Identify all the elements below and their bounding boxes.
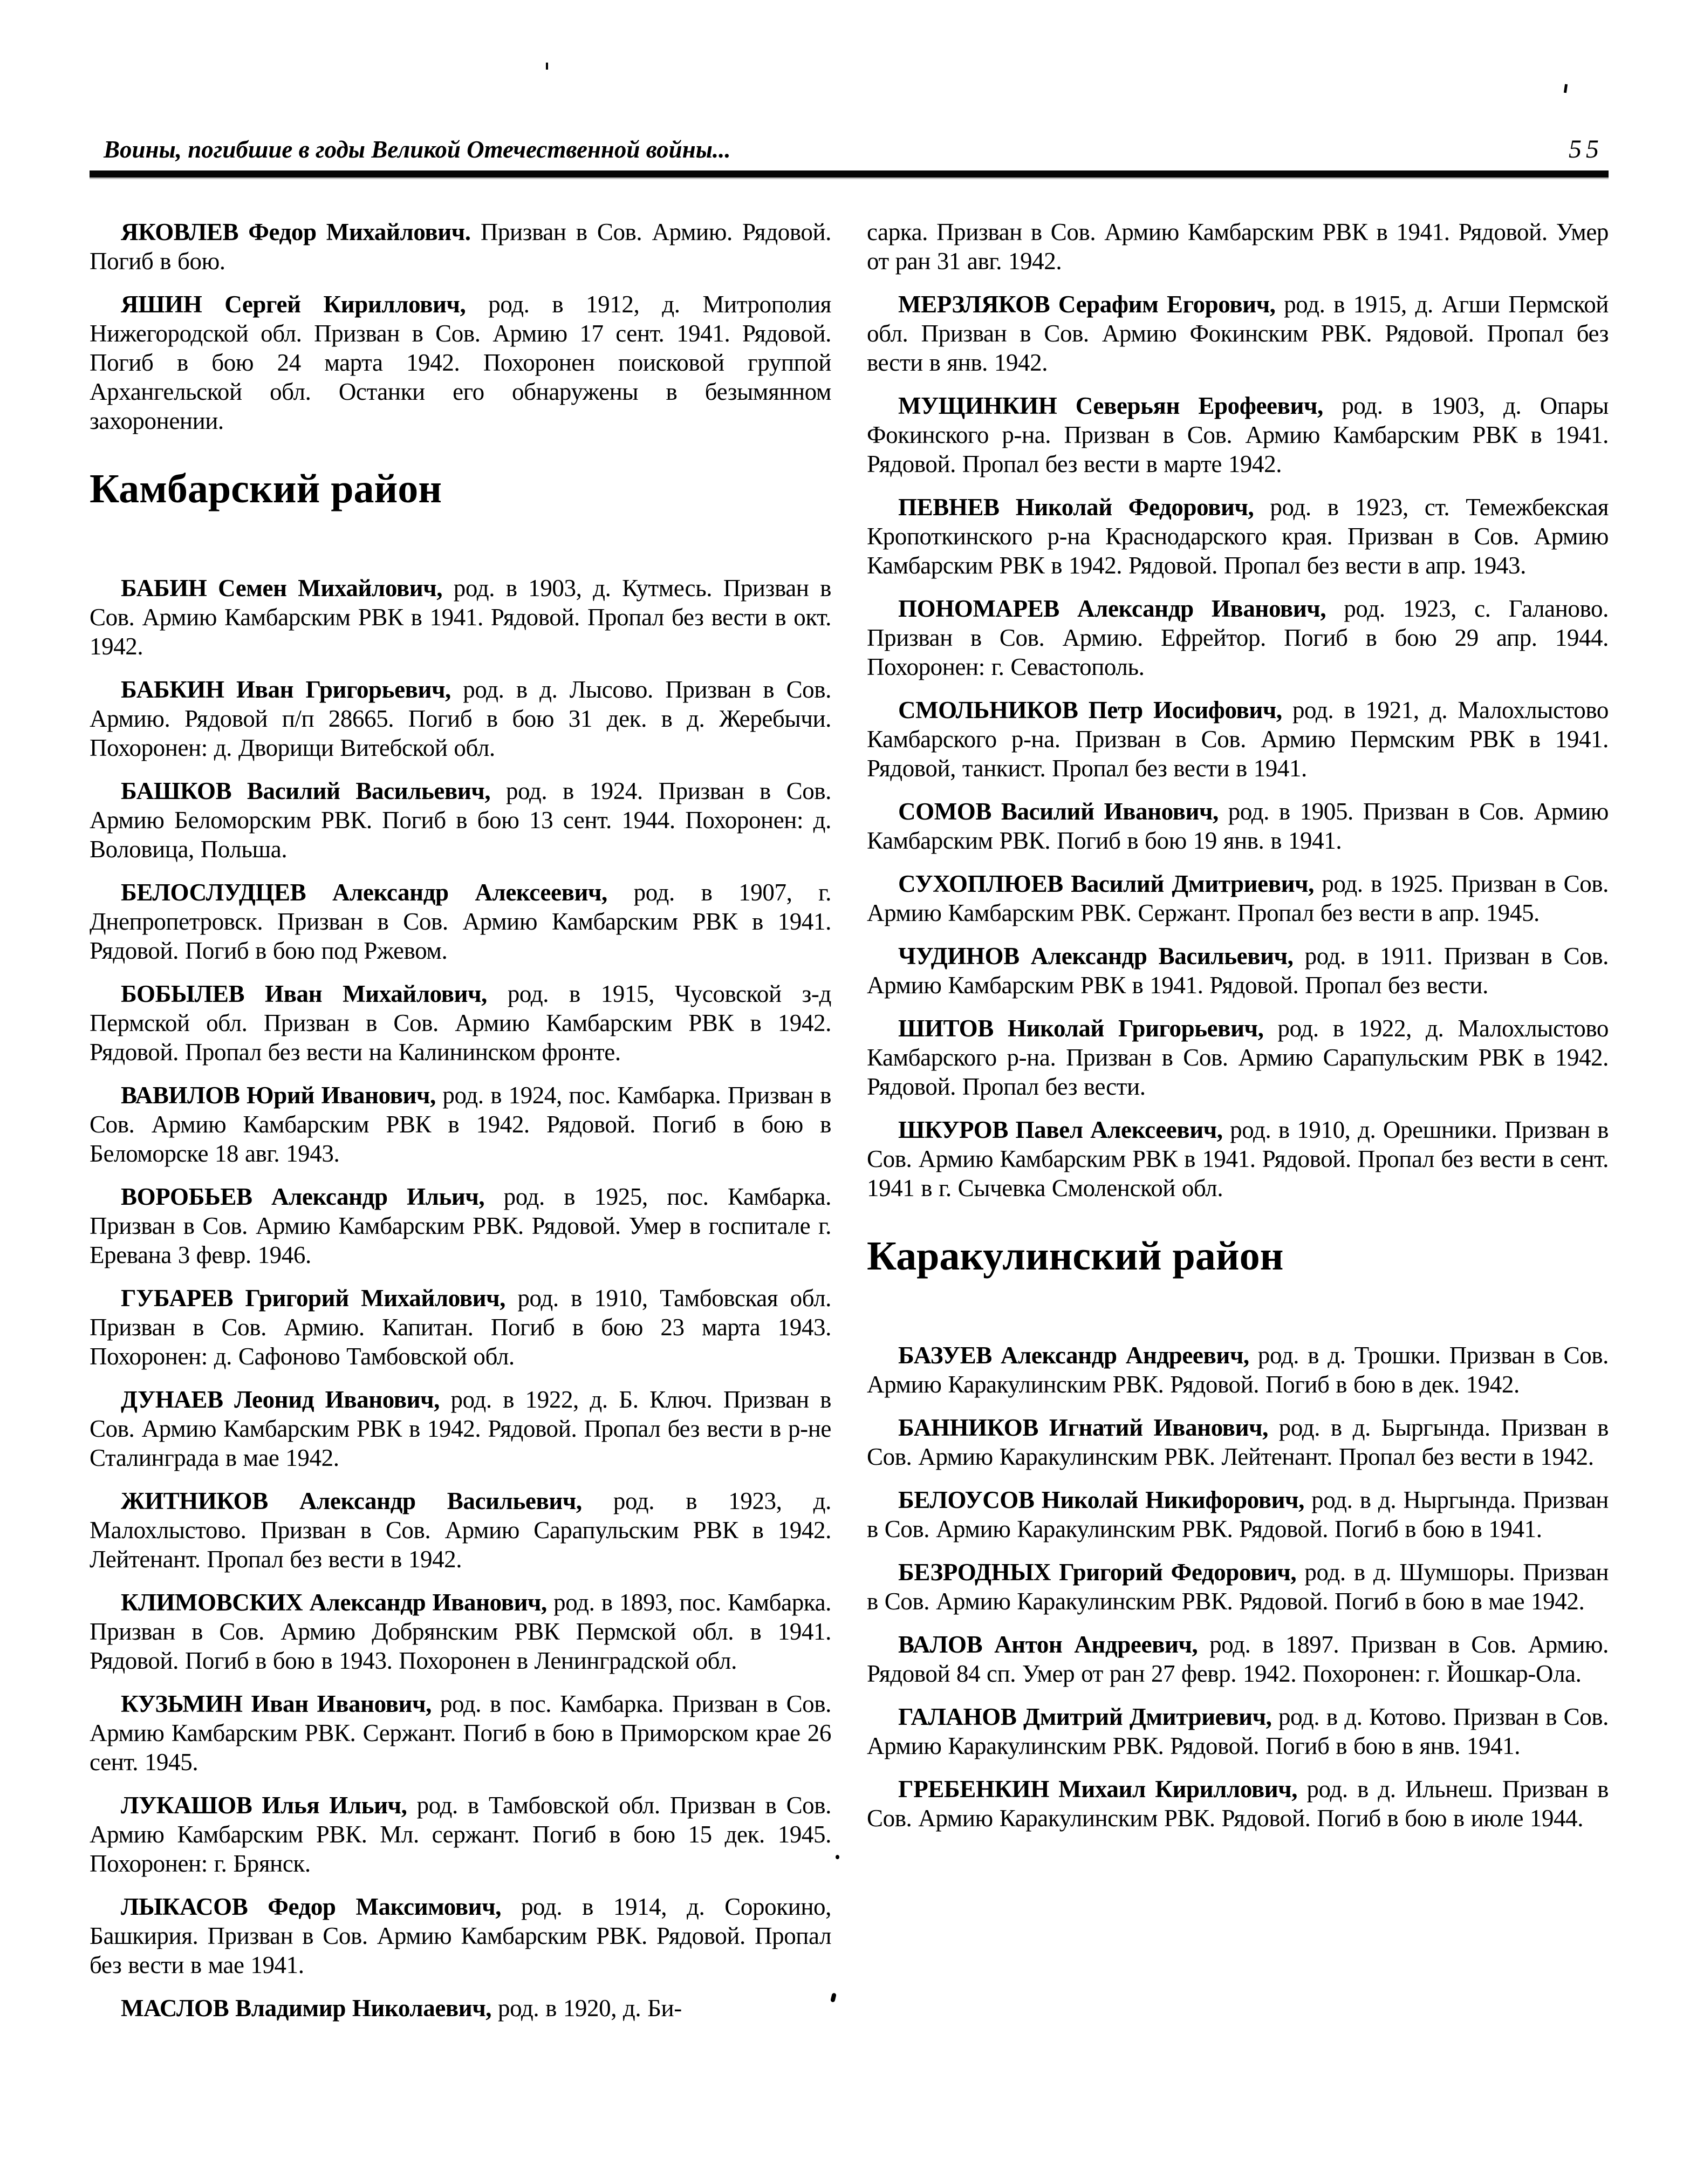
- entry-text: род. в 1903, д. Опары Фокинского р-на. Призван в Сов. Армию Камбарским РВК в 1941. Рядовой. Пропал без вести в марте 1942.: [867, 392, 1609, 477]
- entry-text: род. в 1923, д. Малохлыстово. Призван в Сов. Армию Сарапульским РВК в 1942. Лейтенант. Пропал без вести в 1942.: [90, 1487, 831, 1573]
- entry-text: род. в д. Трошки. Призван в Сов. Армию Каракулинским РВК. Рядовой. Погиб в бою в дек. 1942.: [867, 1342, 1609, 1398]
- memorial-entry: [90, 1588, 831, 1675]
- entry-name: СМОЛЬНИКОВ Петр Иосифович,: [898, 697, 1282, 724]
- section-heading: Каракулинский район: [867, 1233, 1284, 1279]
- entry-name: ШКУРОВ Павел Алексеевич,: [898, 1116, 1223, 1143]
- entry-name: БОБЫЛЕВ Иван Михайлович,: [121, 980, 487, 1007]
- section-heading: Камбарский район: [90, 466, 442, 511]
- memorial-entry: [90, 878, 831, 965]
- entry-text: род. в 1914, д. Сорокино, Башкирия. Призван в Сов. Армию Камбарским РВК. Рядовой. Пропал без вести в мае 1941.: [90, 1893, 831, 1978]
- entry-name: БЕЗРОДНЫХ Григорий Федорович,: [898, 1559, 1297, 1586]
- entry-text: род. в 1911. Призван в Сов. Армию Камбарским РВК в 1941. Рядовой. Пропал без вести.: [867, 943, 1609, 999]
- entry-text: род. в 1897. Призван в Сов. Армию. Рядовой 84 сп. Умер от ран 27 февр. 1942. Похоронен: г. Йошкар-Ола.: [867, 1631, 1609, 1687]
- entry-name: БАШКОВ Василий Васильевич,: [121, 777, 491, 804]
- right-column: [867, 217, 1609, 2037]
- entry-text: род. в 1925. Призван в Сов. Армию Камбарским РВК. Сержант. Пропал без вести в апр. 1945.: [867, 870, 1609, 926]
- memorial-entry: [90, 1994, 831, 2023]
- memorial-entry: [867, 217, 1609, 276]
- entry-name: МЕРЗЛЯКОВ Серафим Егорович,: [898, 291, 1276, 318]
- entry-text: род. в д. Ныргында. Призван в Сов. Армию Каракулинским РВК. Рядовой. Погиб в бою в 1941.: [867, 1486, 1609, 1543]
- scan-speck: [1564, 84, 1568, 93]
- entry-name: ВАВИЛОВ Юрий Иванович,: [121, 1082, 436, 1109]
- entry-text: род. в 1923, ст. Темежбекская Кропоткинского р-на Краснодарского края. Призван в Сов. Армию Камбарским РВК в 1942. Рядовой. Пропал без вести в апр. 1943.: [867, 494, 1609, 579]
- memorial-entry: [90, 979, 831, 1067]
- memorial-entry: [90, 776, 831, 864]
- header-rule: [90, 170, 1609, 178]
- entry-text: сарка. Призван в Сов. Армию Камбарским РВК в 1941. Рядовой. Умер от ран 31 авг. 1942.: [867, 219, 1609, 275]
- memorial-entry: [90, 1892, 831, 1980]
- entry-name: ЛУКАШОВ Илья Ильич,: [121, 1792, 407, 1819]
- entry-name: ГУБАРЕВ Григорий Михайлович,: [121, 1285, 505, 1312]
- memorial-entry: [90, 1081, 831, 1168]
- entry-text: род. в 1915, Чусовской з-д Пермской обл. Призван в Сов. Армию Камбарским РВК в 1942. Рядовой. Пропал без вести на Калининском фронте.: [90, 980, 832, 1066]
- memorial-entry: [90, 217, 831, 276]
- text-columns: [90, 217, 1609, 2037]
- memorial-entry: [90, 1385, 831, 1472]
- memorial-entry: [90, 1284, 831, 1371]
- entry-name: СУХОПЛЮЕВ Василий Дмитриевич,: [898, 870, 1314, 897]
- memorial-entry: [867, 290, 1609, 377]
- entry-text: род. в д. Ильнеш. Призван в Сов. Армию Каракулинским РВК. Рядовой. Погиб в бою в июле 1944.: [867, 1776, 1609, 1832]
- left-column: [90, 217, 831, 2037]
- entry-text: род. в д. Быргында. Призван в Сов. Армию Каракулинским РВК. Лейтенант. Пропал без вести в 1942.: [867, 1414, 1609, 1470]
- entry-name: ЯКОВЛЕВ Федор Михайлович.: [121, 219, 471, 245]
- memorial-entry: [867, 391, 1609, 479]
- memorial-entry: [867, 1115, 1609, 1203]
- entry-text: род. в 1922, д. Малохлыстово Камбарского р-на. Призван в Сов. Армию Сарапульским РВК в 1942. Рядовой. Пропал без вести.: [867, 1015, 1609, 1100]
- memorial-entry: [867, 1558, 1609, 1616]
- entry-name: КЛИМОВСКИХ Александр Иванович,: [121, 1589, 547, 1616]
- entry-text: род. в д. Шумшоры. Призван в Сов. Армию Каракулинским РВК. Рядовой. Погиб в бою в мае 1942.: [867, 1559, 1609, 1615]
- memorial-entry: [90, 574, 831, 661]
- entry-name: БЕЛОСЛУДЦЕВ Александр Алексеевич,: [121, 879, 607, 906]
- entry-name: БАННИКОВ Игнатий Иванович,: [898, 1414, 1268, 1441]
- entry-name: КУЗЬМИН Иван Иванович,: [121, 1690, 432, 1717]
- memorial-entry: [90, 1689, 831, 1777]
- entry-text: род. в 1921, д. Малохлыстово Камбарского р-на. Призван в Сов. Армию Пермским РВК в 1941. Рядовой, танкист. Пропал без вести в 1941.: [867, 697, 1609, 782]
- memorial-entry: [867, 594, 1609, 681]
- memorial-entry: [90, 1486, 831, 1574]
- memorial-entry: [90, 1791, 831, 1878]
- scan-speck: [546, 63, 548, 70]
- running-title: Воины, погибшие в годы Великой Отечественной войны...: [104, 136, 731, 163]
- entry-text: род. в 1922, д. Б. Ключ. Призван в Сов. Армию Камбарским РВК в 1942. Рядовой. Пропал без вести в р-не Сталинграда в мае 1942.: [90, 1386, 832, 1471]
- entry-name: БАБИН Семен Михайлович,: [121, 575, 443, 602]
- entry-name: ГРЕБЕНКИН Михаил Кириллович,: [898, 1776, 1298, 1803]
- entry-name: ВАЛОВ Антон Андреевич,: [898, 1631, 1198, 1658]
- entry-text: род. в д. Лысово. Призван в Сов. Армию. Рядовой п/п 28665. Погиб в бою 31 дек. в д. Жеребычи. Похоронен: д. Дворищи Витебской обл.: [90, 676, 831, 761]
- entry-name: ЯШИН Сергей Кириллович,: [121, 291, 466, 318]
- entry-text: род. в Тамбовской обл. Призван в Сов. Армию Камбарским РВК. Мл. сержант. Погиб в бою 15 дек. 1945. Похоронен: г. Брянск.: [90, 1792, 831, 1877]
- entry-text: род. в пос. Камбарка. Призван в Сов. Армию Камбарским РВК. Сержант. Погиб в бою в Приморском крае 26 сент. 1945.: [90, 1690, 831, 1776]
- memorial-entry: [867, 869, 1609, 927]
- memorial-entry: [867, 1702, 1609, 1760]
- entry-name: ЧУДИНОВ Александр Васильевич,: [898, 943, 1294, 970]
- memorial-entry: [867, 1485, 1609, 1544]
- entry-name: ЛЫКАСОВ Федор Максимович,: [121, 1893, 502, 1920]
- entry-text: род. в 1910, Тамбовская обл. Призван в Сов. Армию. Капитан. Погиб в бою 23 марта 1943. Похоронен: д. Сафоново Тамбовской обл.: [90, 1285, 831, 1370]
- memorial-entry: [867, 493, 1609, 580]
- entry-name: ШИТОВ Николай Григорьевич,: [898, 1015, 1264, 1042]
- scan-speck: [836, 1855, 839, 1859]
- memorial-entry: [867, 1413, 1609, 1471]
- memorial-entry: [867, 695, 1609, 783]
- entry-text: род. 1923, с. Галаново. Призван в Сов. Армию. Ефрейтор. Погиб в бою 29 апр. 1944. Похоронен: г. Севастополь.: [867, 595, 1609, 680]
- entry-text: род. в 1893, пос. Камбарка. Призван в Сов. Армию Добрянским РВК Пермской обл. в 1941. Рядовой. Погиб в бою в 1943. Похоронен в Ленинградской обл.: [90, 1589, 832, 1674]
- entry-text: род. в 1925, пос. Камбарка. Призван в Сов. Армию Камбарским РВК. Рядовой. Умер в госпитале г. Еревана 3 февр. 1946.: [90, 1183, 831, 1268]
- entry-name: БАЗУЕВ Александр Андреевич,: [898, 1342, 1249, 1369]
- entry-name: БЕЛОУСОВ Николай Никифорович,: [898, 1486, 1304, 1513]
- entry-text: Призван в Сов. Армию. Рядовой. Погиб в бою.: [90, 219, 831, 275]
- entry-name: БАБКИН Иван Григорьевич,: [121, 676, 451, 703]
- entry-text: род. в 1905. Призван в Сов. Армию Камбарским РВК. Погиб в бою 19 янв. в 1941.: [867, 798, 1609, 854]
- entry-text: род. в 1903, д. Кутмесь. Призван в Сов. Армию Камбарским РВК в 1941. Рядовой. Пропал без вести в окт. 1942.: [90, 575, 831, 660]
- entry-name: ЖИТНИКОВ Александр Васильевич,: [121, 1487, 582, 1514]
- page-number: 55: [1569, 135, 1603, 163]
- entry-name: МАСЛОВ Владимир Николаевич,: [121, 1995, 492, 2022]
- entry-text: род. в 1924, пос. Камбарка. Призван в Сов. Армию Камбарским РВК в 1942. Рядовой. Погиб в бою в Беломорске 18 авг. 1943.: [90, 1082, 832, 1167]
- entry-name: МУЩИНКИН Северьян Ерофеевич,: [898, 392, 1323, 419]
- entry-text: род. в 1912, д. Митрополия Нижегородской обл. Призван в Сов. Армию 17 сент. 1941. Рядовой. Погиб в бою 24 марта 1942. Похоронен поисковой группой Архангельской обл. Останки его обнаружены в безымянном захоронении.: [90, 291, 831, 434]
- entry-name: СОМОВ Василий Иванович,: [898, 798, 1219, 825]
- entry-text: род. в 1924. Призван в Сов. Армию Беломорским РВК. Погиб в бою 13 сент. 1944. Похоронен: д. Воловица, Польша.: [90, 777, 831, 863]
- memorial-entry: [90, 290, 831, 435]
- entry-text: род. в 1910, д. Орешники. Призван в Сов. Армию Камбарским РВК в 1941. Рядовой. Пропал без вести в сент. 1941 в г. Сычевка Смоленской обл.: [867, 1116, 1609, 1202]
- entry-name: ПЕВНЕВ Николай Федорович,: [898, 494, 1254, 521]
- memorial-entry: [867, 1341, 1609, 1399]
- entry-name: ГАЛАНОВ Дмитрий Дмитриевич,: [898, 1703, 1272, 1730]
- entry-text: род. в 1915, д. Агши Пермской обл. Призван в Сов. Армию Фокинским РВК. Рядовой. Пропал без вести в янв. 1942.: [867, 291, 1609, 376]
- memorial-entry: [867, 1774, 1609, 1833]
- entry-name: ВОРОБЬЕВ Александр Ильич,: [121, 1183, 485, 1210]
- memorial-entry: [90, 675, 831, 762]
- entry-name: ПОНОМАРЕВ Александр Иванович,: [898, 595, 1326, 622]
- entry-name: ДУНАЕВ Леонид Иванович,: [121, 1386, 440, 1413]
- entry-text: род. в 1920, д. Би-: [491, 1995, 682, 2022]
- memorial-entry: [867, 941, 1609, 1000]
- memorial-entry: [867, 797, 1609, 855]
- memorial-entry: [90, 1182, 831, 1270]
- entry-text: род. в д. Котово. Призван в Сов. Армию Каракулинским РВК. Рядовой. Погиб в бою в янв. 1941.: [867, 1703, 1609, 1759]
- page-header: [90, 136, 1609, 163]
- memorial-entry: [867, 1630, 1609, 1688]
- memorial-entry: [867, 1014, 1609, 1101]
- entry-text: род. в 1907, г. Днепропетровск. Призван в Сов. Армию Камбарским РВК в 1941. Рядовой. Погиб в бою под Ржевом.: [90, 879, 832, 964]
